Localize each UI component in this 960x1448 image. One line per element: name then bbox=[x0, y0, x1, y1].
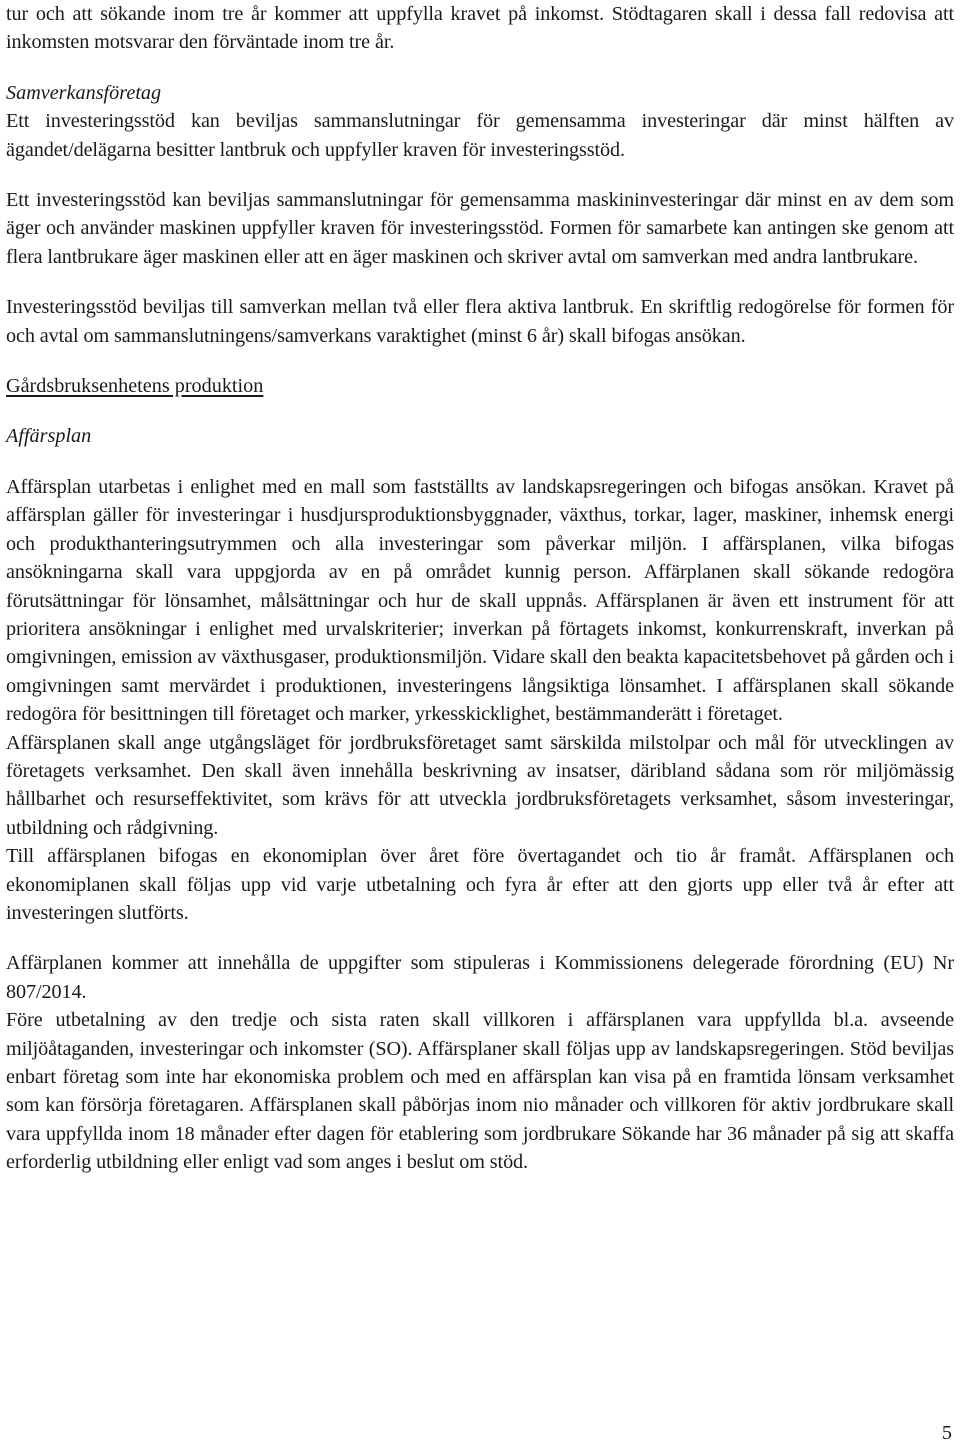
production-heading: Gårdsbruksenhetens produktion bbox=[6, 375, 264, 398]
business-paragraph-1: Affärsplan utarbetas i enlighet med en mall som fastställts av landskapsregeringen och bifogas ansökan. Kravet på affärsplan gäller för investeringar i husdjursproduktionsbyggnader, växthus, torkar, lager, maskiner, inhemsk energi och produkthanteringsutrymmen och alla investeringar som påverkar miljön. I affärsplanen, vilka bifogas ansökningarna skall vara uppgjorda av en på området kunnig person. Affärplanen skall sökande redogöra förutsättningar för lönsamhet, målsättningar och hur de skall uppnås. Affärsplanen är även ett instrument för att prioritera ansökningar i enlighet med urvalskriterier; inverkan på förtagets inkomst, konkurrenskraft, inverkan på omgivningen, emission av växthusgaser, produktionsmiljön. Vidare skall den beakta kapacitetsbehovet på gården och i omgivningen samt mervärdet i produktionen, investeringens långsiktiga lönsamhet. I affärsplanen skall sökande redogöra för besittningen till företaget och marker, yrkesskicklighet, bestämmanderätt i företaget. bbox=[6, 475, 954, 726]
spacer bbox=[6, 350, 954, 372]
business-plan-heading: Affärsplan bbox=[6, 425, 92, 448]
samverkan-paragraph-2: Ett investeringsstöd kan beviljas sammanslutningar för gemensamma maskininvesteringar där minst en av dem som äger och använder maskinen uppfyller kraven för investeringsstöd. Formen för samarbete kan antingen ske genom att flera lantbrukare äger maskinen eller att en äger maskinen och skriver avtal om samverkan med andra lantbrukare. bbox=[6, 189, 954, 268]
spacer bbox=[6, 271, 954, 293]
samverkan-paragraph-1: Ett investeringsstöd kan beviljas sammanslutningar för gemensamma investeringar där minst hälften av ägandet/delägarna besitter lantbruk och uppfyller kraven för investeringsstöd. bbox=[6, 110, 954, 161]
document-page bbox=[6, 0, 954, 1177]
intro-paragraph: tur och att sökande inom tre år kommer att uppfylla kravet på inkomst. Stödtagaren skall i dessa fall redovisa att inkomsten motsvarar den förväntade inom tre år. bbox=[6, 3, 954, 54]
spacer bbox=[6, 164, 954, 186]
business-paragraph-3: Till affärsplanen bifogas en ekonomiplan över året före övertagandet och tio år framåt. Affärsplanen och ekonomiplanen skall följas upp vid varje utbetalning och fyra år efter att den gjorts upp eller två år efter att investeringen slutförts. bbox=[6, 845, 954, 924]
spacer bbox=[6, 57, 954, 79]
spacer bbox=[6, 451, 954, 473]
samverkan-paragraph-3: Investeringsstöd beviljas till samverkan mellan två eller flera aktiva lantbruk. En skriftlig redogörelse för formen för och avtal om sammanslutningens/samverkans varaktighet (minst 6 år) skall bifogas ansökan. bbox=[6, 296, 954, 347]
samverkan-heading: Samverkansföretag bbox=[6, 81, 162, 104]
spacer bbox=[6, 927, 954, 949]
business-paragraph-5: Före utbetalning av den tredje och sista raten skall villkoren i affärsplanen vara uppfyllda bl.a. avseende miljöåtaganden, investeringar och inkomster (SO). Affärsplaner skall följas upp av landskapsregeringen. Stöd beviljas enbart företag som inte har ekonomiska problem och med en affärsplan kan visa på en framtida lönsam verksamhet som kan försörja företagaren. Affärsplanen skall påbörjas inom nio månader och villkoren för aktiv jordbrukare skall vara uppfyllda inom 18 månader efter dagen för etablering som jordbrukare Sökande har 36 månader på sig att skaffa erforderlig utbildning eller enligt vad som anges i beslut om stöd. bbox=[6, 1009, 954, 1174]
business-paragraph-4: Affärplanen kommer att innehålla de uppgifter som stipuleras i Kommissionens delegerade förordning (EU) Nr 807/2014. bbox=[6, 952, 954, 1003]
page-number: 5 bbox=[941, 1422, 952, 1444]
business-paragraph-2: Affärsplanen skall ange utgångsläget för jordbruksföretaget samt särskilda milstolpar och mål för utvecklingen av företagets verksamhet. Den skall även innehålla beskrivning av insatser, däribland sådana som rör miljömässig hållbarhet och resurseffektivitet, som krävs för att utveckla jordbruksföretagets verksamhet, såsom investeringar, utbildning och rådgivning. bbox=[6, 731, 954, 839]
spacer bbox=[6, 400, 954, 422]
